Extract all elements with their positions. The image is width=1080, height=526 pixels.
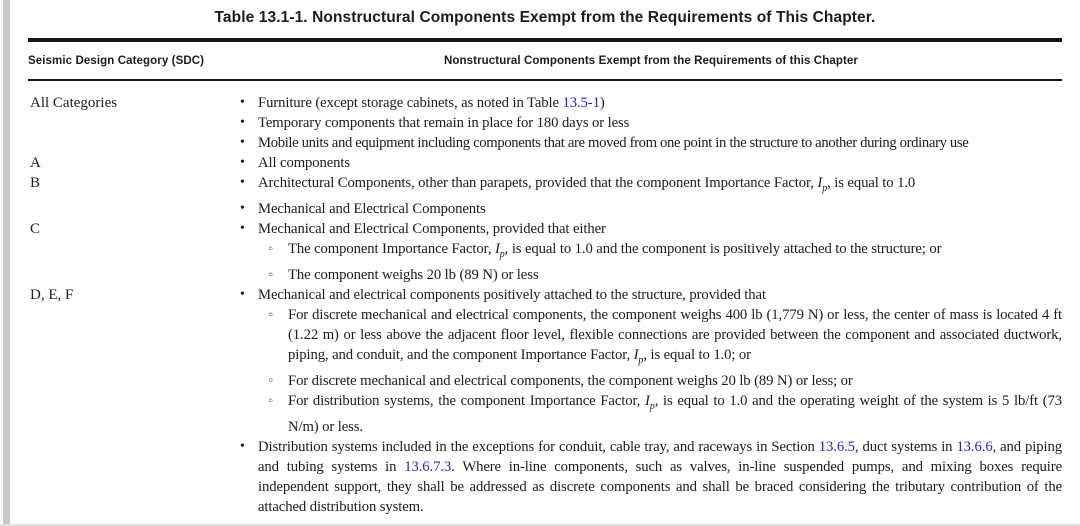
bullet-icon: • <box>240 220 245 236</box>
header-seismic-design-category: Seismic Design Category (SDC) <box>28 54 205 67</box>
text-segment: For discrete mechanical and electrical components, the component weighs 20 lb (89 N) or less; or <box>288 372 853 389</box>
text-segment: The component weighs 20 lb (89 N) or less <box>288 266 539 283</box>
item-text <box>288 305 1062 371</box>
bullet-item <box>240 113 1062 133</box>
item-text <box>288 371 1062 391</box>
sdc-category-label: D, E, F <box>30 286 74 303</box>
bullet-icon: • <box>240 95 245 110</box>
importance-factor-symbol: I <box>644 392 650 409</box>
sub-bullet-item <box>240 239 1062 265</box>
text-segment: Mechanical and Electrical Components, provided that either <box>258 220 606 237</box>
table-header-row <box>28 42 1062 79</box>
header-exempt-components: Nonstructural Components Exempt from the Requirements of this Chapter <box>444 54 858 67</box>
item-text <box>258 437 1062 517</box>
text-segment: Furniture (except storage cabinets, as noted in Table <box>258 95 563 111</box>
section-reference-link[interactable]: 13.6.5 <box>818 438 855 455</box>
text-segment: , is equal to 1.0; or <box>643 346 751 363</box>
subscript-p: p <box>638 354 644 366</box>
bullet-item <box>240 93 1062 113</box>
sdc-category-label: C <box>30 220 41 237</box>
text-segment: , is equal to 1.0 and the operating weight of the system is 5 lb/ft (73 N/m) or less. <box>288 392 1062 435</box>
open-circle-bullet-icon: ◦ <box>268 392 274 409</box>
text-segment: Distribution systems included in the exceptions for conduit, cable tray, and raceways in Section <box>258 438 819 455</box>
text-segment: Mechanical and electrical components positively attached to the structure, provided that <box>258 286 766 303</box>
open-circle-bullet-icon: ◦ <box>268 372 274 389</box>
importance-factor-symbol: I <box>633 346 639 363</box>
item-text <box>258 113 1062 133</box>
text-segment: . Where in-line components, such as valves, in-line suspended pumps, and mixing boxes require independent support, they shall be addressed as discrete components and shall be braced considering the tributary contribution of the attached distribution system. <box>258 458 1062 515</box>
text-segment: , duct systems in <box>854 438 957 455</box>
exempt-items-cell <box>240 285 1062 517</box>
subscript-p: p <box>499 248 505 260</box>
table-row <box>28 153 1062 173</box>
section-reference-link[interactable]: 13.5-1 <box>562 95 600 111</box>
bullet-item <box>240 133 1062 153</box>
sdc-category-label: B <box>30 175 41 191</box>
bullet-icon: • <box>240 175 245 190</box>
table-body <box>28 81 1062 517</box>
sub-bullet-item <box>240 305 1062 371</box>
bullet-icon: • <box>240 200 245 216</box>
item-text <box>258 199 1062 219</box>
text-segment: , is equal to 1.0 <box>827 175 916 191</box>
sdc-category-label: All Categories <box>30 95 118 111</box>
bullet-item <box>240 173 1062 199</box>
section-reference-link[interactable]: 13.6.7.3 <box>404 458 452 475</box>
open-circle-bullet-icon: ◦ <box>268 306 274 323</box>
text-segment: ) <box>599 95 605 111</box>
page-edge-bar <box>3 0 10 524</box>
sub-bullet-item <box>240 371 1062 391</box>
item-text <box>258 285 1062 305</box>
table-title: Table 13.1-1. Nonstructural Components Exempt from the Requirements of This Chapter. <box>214 9 876 26</box>
text-segment: For discrete mechanical and electrical components, the component weighs 400 lb (1,779 N) or less, the center of mass is located 4 ft (1.22 m) or less above the adjacent floor level, flexible connections are provided between the component and associated ductwork, piping, and conduit, and the component Importance Factor, <box>288 306 1062 363</box>
exempt-items-cell <box>240 93 1062 153</box>
bullet-icon: • <box>240 155 245 170</box>
text-segment: All components <box>258 155 351 171</box>
exempt-items-cell <box>240 173 1062 219</box>
item-text <box>288 239 1062 265</box>
open-circle-bullet-icon: ◦ <box>268 240 274 257</box>
item-text <box>258 153 1062 173</box>
bullet-item <box>240 285 1062 305</box>
item-text <box>288 265 1062 285</box>
text-segment: , and piping and tubing systems in <box>258 438 1062 475</box>
text-segment: For distribution systems, the component Importance Factor, <box>288 392 645 409</box>
table-row <box>28 93 1062 153</box>
item-text <box>288 391 1062 437</box>
section-reference-link[interactable]: 13.6.6 <box>956 438 993 455</box>
text-segment: , is equal to 1.0 and the component is positively attached to the structure; or <box>504 240 942 257</box>
bullet-item <box>240 153 1062 173</box>
bullet-icon: • <box>240 135 245 150</box>
table-row <box>28 285 1062 517</box>
importance-factor-symbol: I <box>494 240 500 257</box>
bullet-icon: • <box>240 286 245 302</box>
bullet-item <box>240 199 1062 219</box>
item-text <box>258 219 1062 239</box>
item-text <box>258 93 1062 113</box>
text-segment: Architectural Components, other than parapets, provided that the component Importance Factor, <box>258 175 818 191</box>
importance-factor-symbol: I <box>817 175 823 191</box>
item-text <box>258 173 1062 199</box>
text-segment: The component Importance Factor, <box>288 240 495 257</box>
subscript-p: p <box>649 400 655 412</box>
bullet-item <box>240 219 1062 239</box>
item-text <box>258 133 1062 153</box>
sub-bullet-item <box>240 265 1062 285</box>
open-circle-bullet-icon: ◦ <box>268 266 274 283</box>
exempt-items-cell <box>240 219 1062 285</box>
subscript-p: p <box>822 182 828 194</box>
sub-bullet-item <box>240 391 1062 437</box>
exempt-items-cell <box>240 153 1062 173</box>
text-segment: Mobile units and equipment including components that are moved from one point in the structure to another during ordinary use <box>258 135 969 151</box>
text-segment: Mechanical and Electrical Components <box>258 200 486 217</box>
sdc-category-label: A <box>30 155 41 171</box>
bullet-item <box>240 437 1062 517</box>
table-row <box>28 173 1062 219</box>
text-segment: Temporary components that remain in place for 180 days or less <box>258 115 630 131</box>
bullet-icon: • <box>240 438 245 454</box>
table-container <box>28 0 1062 526</box>
bullet-icon: • <box>240 115 245 130</box>
table-row <box>28 219 1062 285</box>
